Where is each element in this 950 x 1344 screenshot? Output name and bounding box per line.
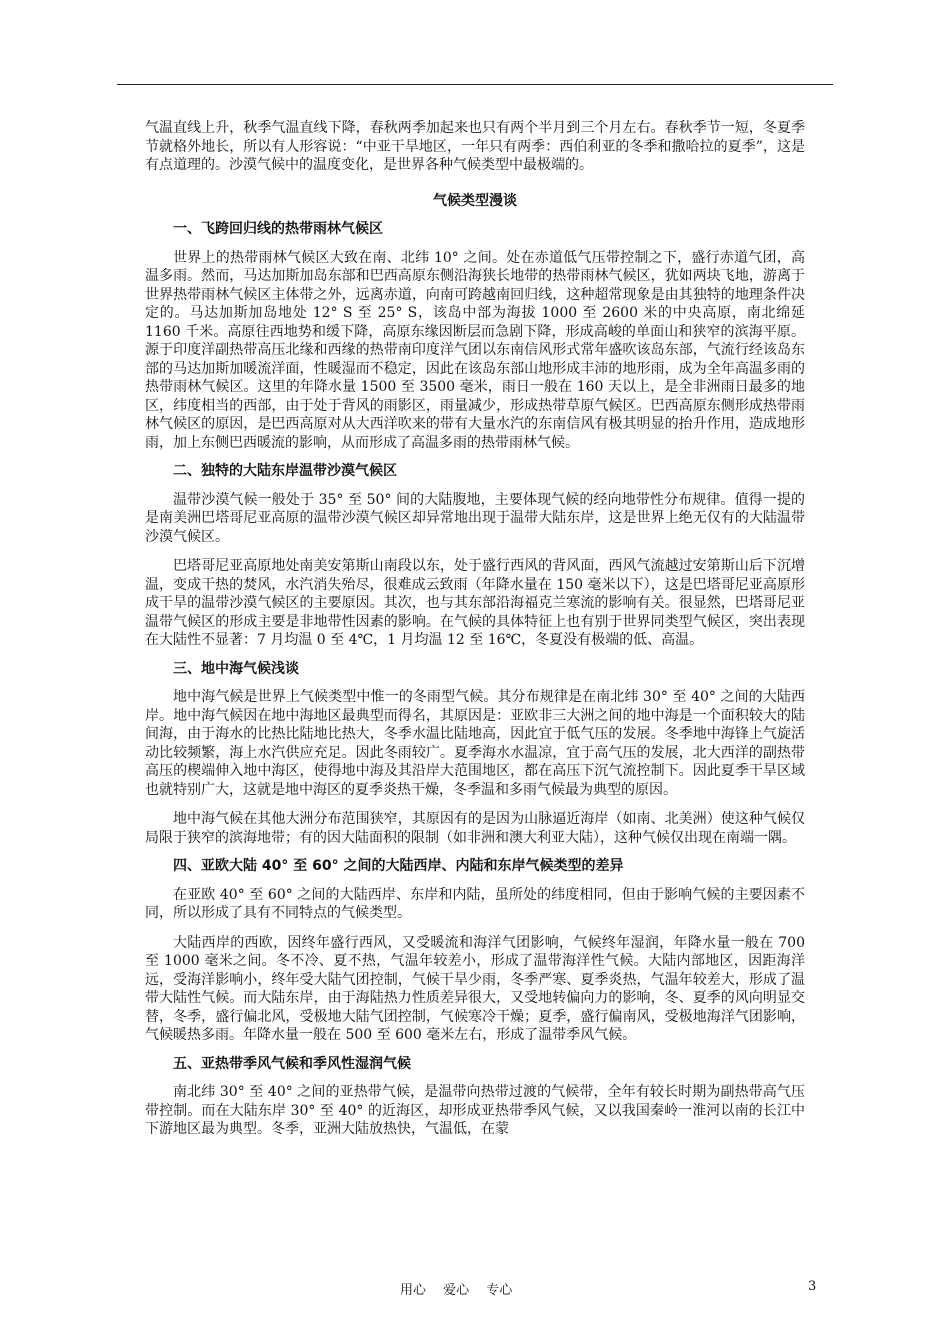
section-4-paragraph-1: 在亚欧 40° 至 60° 之间的大陆西岸、东岸和内陆，虽所处的纬度相同，但由于影响气候的主要因素不同，所以形成了具有不同特点的气候类型。 xyxy=(145,886,805,921)
section-2-paragraph-1: 温带沙漠气候一般处于 35° 至 50° 间的大陆腹地，主要体现气候的经向地带性分布规律。值得一提的是南美洲巴塔哥尼亚高原的温带沙漠气候区却异常地出现于温带大陆东岸，这是世界上绝无仅有的大陆温带沙漠气候区。 xyxy=(145,491,805,545)
document-title: 气候类型漫谈 xyxy=(433,192,517,209)
section-3-paragraph-2: 地中海气候在其他大洲分布范围狭窄，其原因有的是因为山脉逼近海岸（如南、北美洲）使这种气候仅局限于狭窄的滨海地带；有的因大陆面积的限制（如非洲和澳大利亚大陆），这种气候仅出现在南端一隅。 xyxy=(145,811,805,846)
header-rule xyxy=(117,84,833,85)
footer-motto: 用心 爱心 专心 xyxy=(400,1283,513,1298)
intro-paragraph: 气温直线上升，秋季气温直线下降，春秋两季加起来也只有两个半月到三个月左右。春秋季节一短，冬夏季节就格外地长，所以有人形容说：“中亚干旱地区，一年只有两季：西伯利亚的冬季和撒哈拉的夏季”，这是有点道理的。沙漠气候中的温度变化，是世界各种气候类型中最极端的。 xyxy=(145,120,805,173)
page-number: 3 xyxy=(808,1279,817,1294)
document-body xyxy=(145,119,805,1139)
section-1-paragraph-1: 世界上的热带雨林气候区大致在南、北纬 10° 之间。处在赤道低气压带控制之下，盛行赤道气团，高温多雨。然而，马达加斯加岛东部和巴西高原东侧沿海狭长地带的热带雨林气候区，犹如两块飞地，游离于世界热带雨林气候区主体带之外，远离赤道，向南可跨越南回归线，这种超常现象是由其独特的地理条件决定的。马达加斯加岛地处 12° S 至 25° S，该岛中部为海拔 1000 至 2600 米的中央高原，南北绵延 1160 千米。高原往西地势和缓下降，高原东缘因断层而急剧下降，形成高峻的单面山和狭窄的滨海平原。源于印度洋副热带高压北缘和西缘的热带南印度洋气团以东南信风形式常年盛吹该岛东部，气流行经该岛东部的马达加斯加暖流洋面，性暖湿而不稳定，因此在该岛东部山地形成丰沛的地形雨，成为全年高温多雨的热带雨林气候区。这里的年降水量 1500 至 3500 毫米，雨日一般在 160 天以上，是全非洲雨日最多的地区，纬度相当的西部，由于处于背风的雨影区，雨量减少，形成热带草原气候区。巴西高原东侧形成热带雨林气候区的原因，是巴西高原对从大西洋吹来的带有大量水汽的东南信风有极其明显的抬升作用，造成地形雨，加上东侧巴西暖流的影响，从而形成了高温多雨的热带雨林气候。 xyxy=(145,249,805,451)
section-2-paragraph-2: 巴塔哥尼亚高原地处南美安第斯山南段以东，处于盛行西风的背风面，西风气流越过安第斯山后下沉增温，变成干热的焚风，水汽消失殆尽，很难成云致雨（年降水量在 150 毫米以下），这是巴塔哥尼亚高原形成干旱的温带沙漠气候区的主要原因。其次，也与其东部沿海福克兰寒流的影响有关。很显然，巴塔哥尼亚温带气候区的形成主要是非地带性因素的影响。在气候的具体特征上也有别于世界同类型气候区，突出表现在大陆性不显著：7 月均温 0 至 4℃，1 月均温 12 至 16℃，冬夏没有极端的低、高温。 xyxy=(145,558,805,648)
section-4-paragraph-2: 大陆西岸的西欧，因终年盛行西风，又受暖流和海洋气团影响，气候终年湿润，年降水量一般在 700 至 1000 毫米之间。冬不冷、夏不热，气温年较差小，形成了温带海洋性气候。大陆内部地区，因距海洋远，受海洋影响小，终年受大陆气团控制，气候干旱少雨，冬季严寒、夏季炎热，气温年较差大，形成了温带大陆性气候。而大陆东岸，由于海陆热力性质差异很大，又受地转偏向力的影响，冬、夏季的风向明显交替，冬季，盛行偏北风，受极地大陆气团控制，气候寒冷干燥；夏季，盛行偏南风，受极地海洋气团影响，气候暖热多雨。年降水量一般在 500 至 600 毫米左右，形成了温带季风气候。 xyxy=(145,934,805,1043)
section-2-heading: 二、独特的大陆东岸温带沙漠气候区 xyxy=(173,463,397,479)
section-4-heading: 四、亚欧大陆 40° 至 60° 之间的大陆西岸、内陆和东岸气候类型的差异 xyxy=(173,858,624,874)
section-1-heading: 一、飞跨回归线的热带雨林气候区 xyxy=(173,221,383,237)
section-3-heading: 三、地中海气候浅谈 xyxy=(173,660,299,677)
section-5-paragraph-1: 南北纬 30° 至 40° 之间的亚热带气候，是温带向热带过渡的气候带，全年有较长时期为副热带高气压带控制。而在大陆东岸 30° 至 40° 的近海区，却形成亚热带季风气候，又以我国秦岭一淮河以南的长江中下游地区最为典型。冬季，亚洲大陆放热快，气温低，在蒙 xyxy=(145,1084,805,1137)
section-3-paragraph-1: 地中海气候是世界上气候类型中惟一的冬雨型气候。其分布规律是在南北纬 30° 至 40° 之间的大陆西岸。地中海气候因在地中海地区最典型而得名，其原因是：亚欧非三大洲之间的地中海是一个面积较大的陆间海，由于海水的比热比陆地比热大，冬季水温比陆地高，因此宜于低气压的发展。冬季地中海锋上气旋活动比较频繁，海上水汽供应充足。因此冬雨较广。夏季海水水温凉，宜于高气压的发展，北大西洋的副热带高压的楔端伸入地中海区，使得地中海及其沿岸大范围地区，都在高压下沉气流控制下。因此夏季干旱区域也就特别广大，这就是地中海区的夏季炎热干燥，冬季温和多雨气候最为典型的原因。 xyxy=(145,689,805,798)
section-5-heading: 五、亚热带季风气候和季风性湿润气候 xyxy=(173,1055,411,1072)
